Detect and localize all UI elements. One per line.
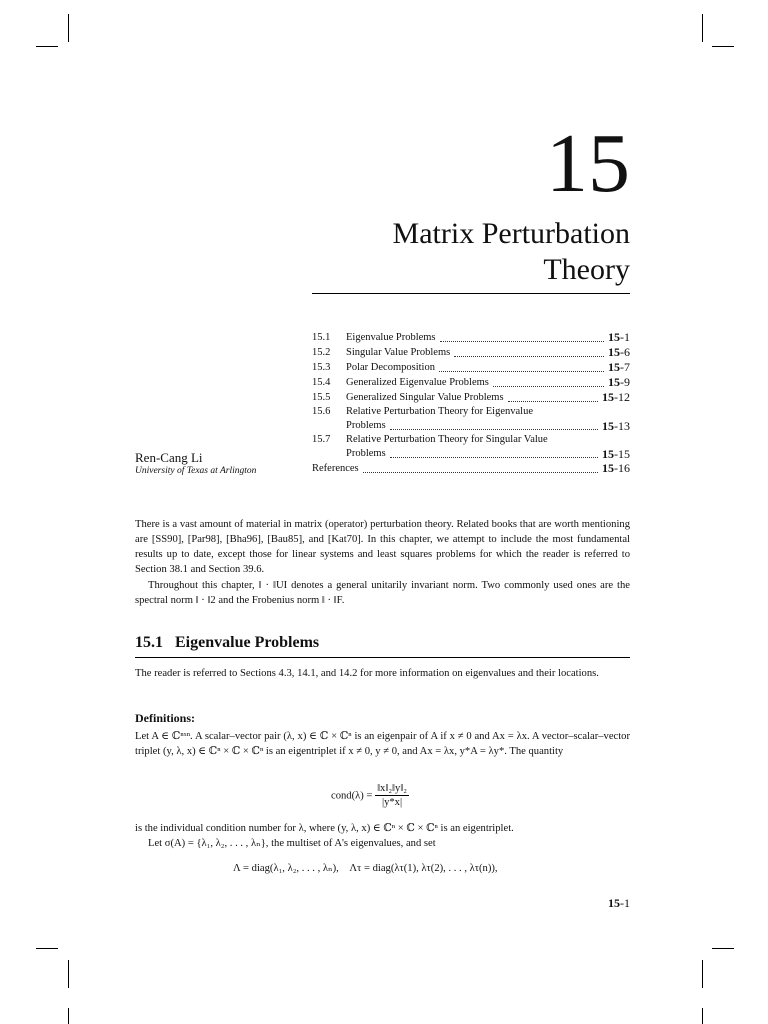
section-rule [135, 657, 630, 658]
toc-number: 15.3 [312, 362, 331, 373]
toc-page: 15-15 [602, 447, 630, 461]
toc-number: 15.5 [312, 392, 331, 403]
toc-number: 15.6 [312, 406, 331, 417]
formula-denominator: |y*x| [381, 797, 403, 808]
toc-entry[interactable] [312, 390, 630, 405]
toc-title: Relative Perturbation Theory for Singular Value [346, 434, 548, 445]
toc-title: Problems [346, 420, 386, 431]
toc-page: 15-7 [608, 360, 630, 374]
toc-number: 15.7 [312, 434, 331, 445]
intro-paragraph: There is a vast amount of material in matrix (operator) perturbation theory. Related books that are worth mentioning are [SS90], [Par98], [Bha96], [Bau85], and [Kat70]. In this chapter, we attempt to include the most fundamental results up to date, except those for linear systems and least squares problems for which the reader is referred to Section 38.1 and Section 39.6. [135, 519, 630, 575]
toc-page: 15-1 [608, 330, 630, 344]
author-block [135, 450, 256, 478]
section-heading [135, 634, 319, 652]
toc-page: 15-6 [608, 345, 630, 359]
toc-number: 15.2 [312, 347, 331, 358]
toc-entry[interactable] [312, 461, 630, 476]
toc-title: Polar Decomposition [346, 362, 435, 373]
toc-page: 15-16 [602, 461, 630, 475]
chapter-title [393, 216, 630, 288]
chapter-number: 15 [546, 117, 630, 210]
condition-number-formula [331, 782, 409, 810]
diag-formula: Λ = diag(λ₁, λ₂, . . . , λₙ), Λτ = diag(λτ(1), λτ(2), . . . , λτ(n)), [233, 863, 498, 874]
toc-entry[interactable] [312, 360, 630, 375]
toc-entry[interactable] [312, 405, 630, 433]
definition-text: is the individual condition number for λ, where (y, λ, x) ∈ ℂⁿ × ℂ × ℂⁿ is an eigentriplet. [135, 823, 514, 834]
page-number: 15-1 [608, 896, 630, 910]
toc-page: 15-9 [608, 375, 630, 389]
toc-title: Generalized Eigenvalue Problems [346, 377, 489, 388]
toc-page: 15-12 [602, 390, 630, 404]
author-affiliation: University of Texas at Arlington [135, 466, 257, 476]
crop-mark [68, 1008, 69, 1024]
crop-mark [712, 948, 734, 949]
crop-mark [36, 46, 58, 47]
toc-number: 15.4 [312, 377, 331, 388]
section-title: Eigenvalue Problems [175, 634, 320, 651]
section-number: 15.1 [135, 634, 163, 651]
crop-mark [712, 46, 734, 47]
toc-title: Singular Value Problems [346, 347, 451, 358]
definition-text: Let A ∈ ℂⁿˣⁿ. A scalar–vector pair (λ, x) ∈ ℂ × ℂⁿ is an eigenpair of A if x ≠ 0 and Ax = λx. A vector–scalar–vector triplet (y, λ, x) ∈ ℂⁿ × ℂ × ℂⁿ is an eigentriplet if x ≠ 0, y ≠ 0, and Ax = λx, y*A = λy*. The quantity [135, 731, 630, 757]
intro-paragraph: Throughout this chapter, ‖ · ‖UI denotes a general unitarily invariant norm. Two commonly used ones are the spectral norm ‖ · ‖2 and the Frobenius norm ‖ · ‖F. [135, 580, 630, 606]
toc-title: Problems [346, 448, 386, 459]
toc-title: Generalized Singular Value Problems [346, 392, 504, 403]
chapter-title-line: Matrix Perturbation [392, 217, 630, 250]
title-rule [312, 293, 630, 294]
formula-numerator: ‖x‖₂‖y‖₂ [377, 783, 407, 794]
crop-mark [68, 960, 69, 988]
crop-mark [702, 14, 703, 42]
definition-text: Let σ(A) = {λ₁, λ₂, . . . , λₙ}, the multiset of A's eigenvalues, and set [148, 838, 436, 849]
crop-mark [702, 960, 703, 988]
toc-entry[interactable] [312, 375, 630, 390]
toc-page: 15-13 [602, 419, 630, 433]
crop-mark [68, 14, 69, 42]
section-paragraph: The reader is referred to Sections 4.3, 14.1, and 14.2 for more information on eigenvalues and their locations. [135, 668, 599, 679]
toc-entry[interactable] [312, 330, 630, 345]
author-name: Ren-Cang Li [135, 450, 203, 465]
toc-title: Eigenvalue Problems [346, 332, 436, 343]
crop-mark [702, 1008, 703, 1024]
toc-entry[interactable] [312, 345, 630, 360]
toc-number: 15.1 [312, 332, 331, 343]
formula-lhs: cond(λ) = [331, 790, 373, 802]
toc-entry[interactable] [312, 433, 630, 461]
table-of-contents [312, 330, 630, 476]
definitions-heading: Definitions: [135, 711, 195, 725]
toc-title: References [312, 463, 359, 474]
crop-mark [36, 948, 58, 949]
toc-title: Relative Perturbation Theory for Eigenvalue [346, 406, 533, 417]
chapter-title-line: Theory [543, 253, 630, 286]
